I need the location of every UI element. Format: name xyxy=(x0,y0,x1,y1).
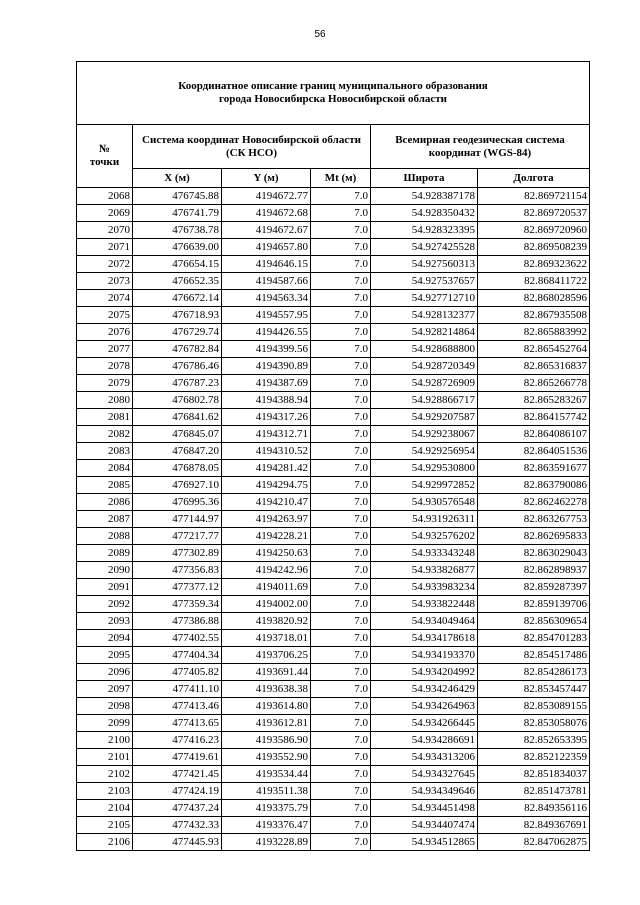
latitude-cell: 54.933826877 xyxy=(371,562,478,579)
table-row xyxy=(77,358,590,375)
mt-cell: 7.0 xyxy=(311,545,371,562)
mt-cell: 7.0 xyxy=(311,664,371,681)
latitude-column-header: Широта xyxy=(371,169,478,188)
mt-cell: 7.0 xyxy=(311,749,371,766)
table-row xyxy=(77,528,590,545)
latitude-cell: 54.933822448 xyxy=(371,596,478,613)
latitude-cell: 54.929972852 xyxy=(371,477,478,494)
mt-column-header: Mt (м) xyxy=(311,169,371,188)
title-line-2: города Новосибирска Новосибирской области xyxy=(219,93,447,105)
latitude-cell: 54.934512865 xyxy=(371,834,478,851)
x-cell: 477411.10 xyxy=(133,681,222,698)
y-cell: 4193228.89 xyxy=(222,834,311,851)
table-row xyxy=(77,205,590,222)
y-cell: 4193534.44 xyxy=(222,766,311,783)
y-cell: 4193638.38 xyxy=(222,681,311,698)
x-cell: 477413.65 xyxy=(133,715,222,732)
point-number-cell: 2091 xyxy=(77,579,133,596)
longitude-cell: 82.863029043 xyxy=(478,545,590,562)
latitude-cell: 54.927425528 xyxy=(371,239,478,256)
point-number-cell: 2087 xyxy=(77,511,133,528)
mt-cell: 7.0 xyxy=(311,358,371,375)
mt-cell: 7.0 xyxy=(311,783,371,800)
x-cell: 477421.45 xyxy=(133,766,222,783)
mt-cell: 7.0 xyxy=(311,630,371,647)
point-number-cell: 2085 xyxy=(77,477,133,494)
point-number-cell: 2069 xyxy=(77,205,133,222)
point-number-cell: 2105 xyxy=(77,817,133,834)
table-row xyxy=(77,426,590,443)
point-number-cell: 2102 xyxy=(77,766,133,783)
longitude-cell: 82.847062875 xyxy=(478,834,590,851)
latitude-cell: 54.928688800 xyxy=(371,341,478,358)
mt-cell: 7.0 xyxy=(311,766,371,783)
x-cell: 477416.23 xyxy=(133,732,222,749)
longitude-cell: 82.865316837 xyxy=(478,358,590,375)
y-cell: 4194672.77 xyxy=(222,188,311,205)
mt-cell: 7.0 xyxy=(311,341,371,358)
latitude-cell: 54.934178618 xyxy=(371,630,478,647)
longitude-cell: 82.849356116 xyxy=(478,800,590,817)
x-cell: 476782.84 xyxy=(133,341,222,358)
table-row xyxy=(77,494,590,511)
y-cell: 4194281.42 xyxy=(222,460,311,477)
x-cell: 477144.97 xyxy=(133,511,222,528)
latitude-cell: 54.929238067 xyxy=(371,426,478,443)
point-number-cell: 2068 xyxy=(77,188,133,205)
table-row xyxy=(77,239,590,256)
longitude-cell: 82.862695833 xyxy=(478,528,590,545)
table-row xyxy=(77,341,590,358)
table-row xyxy=(77,256,590,273)
y-column-header: Y (м) xyxy=(222,169,311,188)
x-cell: 476841.62 xyxy=(133,409,222,426)
point-number-cell: 2073 xyxy=(77,273,133,290)
latitude-cell: 54.934286691 xyxy=(371,732,478,749)
x-cell: 477377.12 xyxy=(133,579,222,596)
table-row xyxy=(77,562,590,579)
point-number-cell: 2079 xyxy=(77,375,133,392)
latitude-cell: 54.927537657 xyxy=(371,273,478,290)
point-number-cell: 2076 xyxy=(77,324,133,341)
point-number-cell: 2077 xyxy=(77,341,133,358)
x-cell: 476927.10 xyxy=(133,477,222,494)
y-cell: 4193820.92 xyxy=(222,613,311,630)
coordinates-table xyxy=(76,61,590,851)
y-cell: 4193706.25 xyxy=(222,647,311,664)
latitude-cell: 54.934313206 xyxy=(371,749,478,766)
y-cell: 4194310.52 xyxy=(222,443,311,460)
x-cell: 476741.79 xyxy=(133,205,222,222)
longitude-cell: 82.864086107 xyxy=(478,426,590,443)
y-cell: 4193552.90 xyxy=(222,749,311,766)
y-cell: 4194228.21 xyxy=(222,528,311,545)
longitude-cell: 82.854701283 xyxy=(478,630,590,647)
longitude-cell: 82.869720537 xyxy=(478,205,590,222)
x-cell: 477386.88 xyxy=(133,613,222,630)
longitude-cell: 82.862898937 xyxy=(478,562,590,579)
longitude-cell: 82.863591677 xyxy=(478,460,590,477)
y-cell: 4194387.69 xyxy=(222,375,311,392)
mt-cell: 7.0 xyxy=(311,375,371,392)
y-cell: 4194312.71 xyxy=(222,426,311,443)
longitude-cell: 82.859139706 xyxy=(478,596,590,613)
longitude-column-header: Долгота xyxy=(478,169,590,188)
x-cell: 477419.61 xyxy=(133,749,222,766)
mt-cell: 7.0 xyxy=(311,256,371,273)
local-system-header: Система координат Новосибирской области (СК НСО) xyxy=(133,125,371,169)
mt-cell: 7.0 xyxy=(311,579,371,596)
table-row xyxy=(77,834,590,851)
x-cell: 477437.24 xyxy=(133,800,222,817)
world-system-header: Всемирная геодезическая система координат (WGS-84) xyxy=(371,125,590,169)
point-number-header: № точки xyxy=(77,125,133,188)
latitude-cell: 54.929530800 xyxy=(371,460,478,477)
point-number-cell: 2082 xyxy=(77,426,133,443)
longitude-cell: 82.868028596 xyxy=(478,290,590,307)
point-number-cell: 2071 xyxy=(77,239,133,256)
y-cell: 4194002.00 xyxy=(222,596,311,613)
table-row xyxy=(77,630,590,647)
table-row xyxy=(77,579,590,596)
x-cell: 477356.83 xyxy=(133,562,222,579)
mt-cell: 7.0 xyxy=(311,460,371,477)
x-cell: 476654.15 xyxy=(133,256,222,273)
table-row xyxy=(77,613,590,630)
table-row xyxy=(77,307,590,324)
longitude-cell: 82.869508239 xyxy=(478,239,590,256)
mt-cell: 7.0 xyxy=(311,834,371,851)
x-cell: 476995.36 xyxy=(133,494,222,511)
table-title xyxy=(77,62,590,125)
y-cell: 4193691.44 xyxy=(222,664,311,681)
x-column-header: X (м) xyxy=(133,169,222,188)
longitude-cell: 82.869720960 xyxy=(478,222,590,239)
y-cell: 4194263.97 xyxy=(222,511,311,528)
mt-cell: 7.0 xyxy=(311,392,371,409)
y-cell: 4193614.80 xyxy=(222,698,311,715)
point-number-cell: 2101 xyxy=(77,749,133,766)
longitude-cell: 82.853058076 xyxy=(478,715,590,732)
mt-cell: 7.0 xyxy=(311,562,371,579)
x-cell: 477359.34 xyxy=(133,596,222,613)
mt-cell: 7.0 xyxy=(311,732,371,749)
point-number-cell: 2089 xyxy=(77,545,133,562)
point-number-cell: 2080 xyxy=(77,392,133,409)
mt-cell: 7.0 xyxy=(311,817,371,834)
y-cell: 4194646.15 xyxy=(222,256,311,273)
y-cell: 4194390.89 xyxy=(222,358,311,375)
mt-cell: 7.0 xyxy=(311,188,371,205)
latitude-cell: 54.928726909 xyxy=(371,375,478,392)
y-cell: 4194294.75 xyxy=(222,477,311,494)
mt-cell: 7.0 xyxy=(311,800,371,817)
mt-cell: 7.0 xyxy=(311,681,371,698)
x-cell: 476745.88 xyxy=(133,188,222,205)
y-cell: 4194587.66 xyxy=(222,273,311,290)
y-cell: 4194426.55 xyxy=(222,324,311,341)
longitude-cell: 82.865452764 xyxy=(478,341,590,358)
longitude-cell: 82.869721154 xyxy=(478,188,590,205)
table-row xyxy=(77,749,590,766)
point-number-cell: 2075 xyxy=(77,307,133,324)
table-row xyxy=(77,800,590,817)
mt-cell: 7.0 xyxy=(311,222,371,239)
latitude-cell: 54.928866717 xyxy=(371,392,478,409)
mt-cell: 7.0 xyxy=(311,426,371,443)
table-row xyxy=(77,222,590,239)
mt-cell: 7.0 xyxy=(311,443,371,460)
longitude-cell: 82.851473781 xyxy=(478,783,590,800)
latitude-cell: 54.928720349 xyxy=(371,358,478,375)
table-row xyxy=(77,511,590,528)
x-cell: 476845.07 xyxy=(133,426,222,443)
table-row xyxy=(77,375,590,392)
x-cell: 476639.00 xyxy=(133,239,222,256)
longitude-cell: 82.868411722 xyxy=(478,273,590,290)
x-cell: 476672.14 xyxy=(133,290,222,307)
longitude-cell: 82.853089155 xyxy=(478,698,590,715)
point-number-cell: 2096 xyxy=(77,664,133,681)
latitude-cell: 54.934407474 xyxy=(371,817,478,834)
mt-cell: 7.0 xyxy=(311,205,371,222)
longitude-cell: 82.867935508 xyxy=(478,307,590,324)
table-row xyxy=(77,443,590,460)
latitude-cell: 54.929256954 xyxy=(371,443,478,460)
mt-cell: 7.0 xyxy=(311,290,371,307)
table-row xyxy=(77,715,590,732)
latitude-cell: 54.931926311 xyxy=(371,511,478,528)
point-number-cell: 2095 xyxy=(77,647,133,664)
table-body xyxy=(77,188,590,851)
latitude-cell: 54.927560313 xyxy=(371,256,478,273)
mt-cell: 7.0 xyxy=(311,715,371,732)
point-number-cell: 2100 xyxy=(77,732,133,749)
mt-cell: 7.0 xyxy=(311,613,371,630)
x-cell: 476738.78 xyxy=(133,222,222,239)
latitude-cell: 54.934264963 xyxy=(371,698,478,715)
table-row xyxy=(77,698,590,715)
latitude-cell: 54.934349646 xyxy=(371,783,478,800)
x-cell: 476652.35 xyxy=(133,273,222,290)
longitude-cell: 82.863267753 xyxy=(478,511,590,528)
longitude-cell: 82.862462278 xyxy=(478,494,590,511)
mt-cell: 7.0 xyxy=(311,596,371,613)
point-number-cell: 2083 xyxy=(77,443,133,460)
point-number-cell: 2078 xyxy=(77,358,133,375)
mt-cell: 7.0 xyxy=(311,307,371,324)
latitude-cell: 54.934451498 xyxy=(371,800,478,817)
mt-cell: 7.0 xyxy=(311,409,371,426)
y-cell: 4193511.38 xyxy=(222,783,311,800)
x-cell: 476786.46 xyxy=(133,358,222,375)
point-number-cell: 2097 xyxy=(77,681,133,698)
point-number-cell: 2074 xyxy=(77,290,133,307)
longitude-cell: 82.863790086 xyxy=(478,477,590,494)
x-cell: 476787.23 xyxy=(133,375,222,392)
point-number-cell: 2072 xyxy=(77,256,133,273)
point-number-cell: 2084 xyxy=(77,460,133,477)
x-cell: 477302.89 xyxy=(133,545,222,562)
mt-cell: 7.0 xyxy=(311,511,371,528)
x-cell: 477217.77 xyxy=(133,528,222,545)
table-row xyxy=(77,392,590,409)
latitude-cell: 54.934193370 xyxy=(371,647,478,664)
latitude-cell: 54.927712710 xyxy=(371,290,478,307)
y-cell: 4194210.47 xyxy=(222,494,311,511)
x-cell: 476729.74 xyxy=(133,324,222,341)
latitude-cell: 54.928350432 xyxy=(371,205,478,222)
longitude-cell: 82.864157742 xyxy=(478,409,590,426)
longitude-cell: 82.865883992 xyxy=(478,324,590,341)
y-cell: 4194563.34 xyxy=(222,290,311,307)
title-line-1: Координатное описание границ муниципального образования xyxy=(178,80,488,92)
x-cell: 476718.93 xyxy=(133,307,222,324)
x-cell: 477424.19 xyxy=(133,783,222,800)
y-cell: 4194557.95 xyxy=(222,307,311,324)
mt-cell: 7.0 xyxy=(311,477,371,494)
x-cell: 476802.78 xyxy=(133,392,222,409)
point-number-cell: 2088 xyxy=(77,528,133,545)
point-number-cell: 2104 xyxy=(77,800,133,817)
point-number-cell: 2090 xyxy=(77,562,133,579)
table-row xyxy=(77,732,590,749)
latitude-cell: 54.928132377 xyxy=(371,307,478,324)
point-number-cell: 2070 xyxy=(77,222,133,239)
y-cell: 4193376.47 xyxy=(222,817,311,834)
latitude-cell: 54.928214864 xyxy=(371,324,478,341)
y-cell: 4193718.01 xyxy=(222,630,311,647)
y-cell: 4194672.68 xyxy=(222,205,311,222)
latitude-cell: 54.934246429 xyxy=(371,681,478,698)
y-cell: 4194317.26 xyxy=(222,409,311,426)
longitude-cell: 82.859287397 xyxy=(478,579,590,596)
mt-cell: 7.0 xyxy=(311,698,371,715)
longitude-cell: 82.864051536 xyxy=(478,443,590,460)
table-row xyxy=(77,681,590,698)
latitude-cell: 54.934049464 xyxy=(371,613,478,630)
table-row xyxy=(77,273,590,290)
latitude-cell: 54.934204992 xyxy=(371,664,478,681)
table-row xyxy=(77,647,590,664)
mt-cell: 7.0 xyxy=(311,324,371,341)
table-row xyxy=(77,324,590,341)
y-cell: 4194250.63 xyxy=(222,545,311,562)
longitude-cell: 82.853457447 xyxy=(478,681,590,698)
x-cell: 477405.82 xyxy=(133,664,222,681)
point-number-cell: 2106 xyxy=(77,834,133,851)
y-cell: 4193586.90 xyxy=(222,732,311,749)
x-cell: 477445.93 xyxy=(133,834,222,851)
latitude-cell: 54.933343248 xyxy=(371,545,478,562)
x-cell: 476878.05 xyxy=(133,460,222,477)
y-cell: 4194242.96 xyxy=(222,562,311,579)
point-number-cell: 2093 xyxy=(77,613,133,630)
point-number-cell: 2098 xyxy=(77,698,133,715)
longitude-cell: 82.869323622 xyxy=(478,256,590,273)
latitude-cell: 54.934266445 xyxy=(371,715,478,732)
mt-cell: 7.0 xyxy=(311,273,371,290)
x-cell: 476847.20 xyxy=(133,443,222,460)
longitude-cell: 82.852122359 xyxy=(478,749,590,766)
mt-cell: 7.0 xyxy=(311,528,371,545)
table-row xyxy=(77,545,590,562)
point-number-cell: 2099 xyxy=(77,715,133,732)
table-row xyxy=(77,817,590,834)
x-cell: 477432.33 xyxy=(133,817,222,834)
point-number-cell: 2086 xyxy=(77,494,133,511)
longitude-cell: 82.854286173 xyxy=(478,664,590,681)
latitude-cell: 54.930576548 xyxy=(371,494,478,511)
y-cell: 4193375.79 xyxy=(222,800,311,817)
latitude-cell: 54.932576202 xyxy=(371,528,478,545)
point-number-cell: 2081 xyxy=(77,409,133,426)
table-row xyxy=(77,596,590,613)
latitude-cell: 54.934327645 xyxy=(371,766,478,783)
point-number-cell: 2103 xyxy=(77,783,133,800)
longitude-cell: 82.865266778 xyxy=(478,375,590,392)
page-number: 56 xyxy=(314,29,326,40)
table-row xyxy=(77,783,590,800)
x-cell: 477404.34 xyxy=(133,647,222,664)
point-number-cell: 2092 xyxy=(77,596,133,613)
latitude-cell: 54.929207587 xyxy=(371,409,478,426)
y-cell: 4194399.56 xyxy=(222,341,311,358)
latitude-cell: 54.928387178 xyxy=(371,188,478,205)
latitude-cell: 54.933983234 xyxy=(371,579,478,596)
table-row xyxy=(77,290,590,307)
longitude-cell: 82.851834037 xyxy=(478,766,590,783)
longitude-cell: 82.854517486 xyxy=(478,647,590,664)
y-cell: 4194388.94 xyxy=(222,392,311,409)
y-cell: 4194672.67 xyxy=(222,222,311,239)
latitude-cell: 54.928323395 xyxy=(371,222,478,239)
x-cell: 477413.46 xyxy=(133,698,222,715)
y-cell: 4194657.80 xyxy=(222,239,311,256)
table-row xyxy=(77,409,590,426)
table-row xyxy=(77,766,590,783)
longitude-cell: 82.865283267 xyxy=(478,392,590,409)
longitude-cell: 82.849367691 xyxy=(478,817,590,834)
table-row xyxy=(77,664,590,681)
mt-cell: 7.0 xyxy=(311,494,371,511)
table-row xyxy=(77,477,590,494)
longitude-cell: 82.856309654 xyxy=(478,613,590,630)
longitude-cell: 82.852653395 xyxy=(478,732,590,749)
table-row xyxy=(77,188,590,205)
point-number-cell: 2094 xyxy=(77,630,133,647)
y-cell: 4194011.69 xyxy=(222,579,311,596)
mt-cell: 7.0 xyxy=(311,239,371,256)
x-cell: 477402.55 xyxy=(133,630,222,647)
mt-cell: 7.0 xyxy=(311,647,371,664)
y-cell: 4193612.81 xyxy=(222,715,311,732)
table-row xyxy=(77,460,590,477)
